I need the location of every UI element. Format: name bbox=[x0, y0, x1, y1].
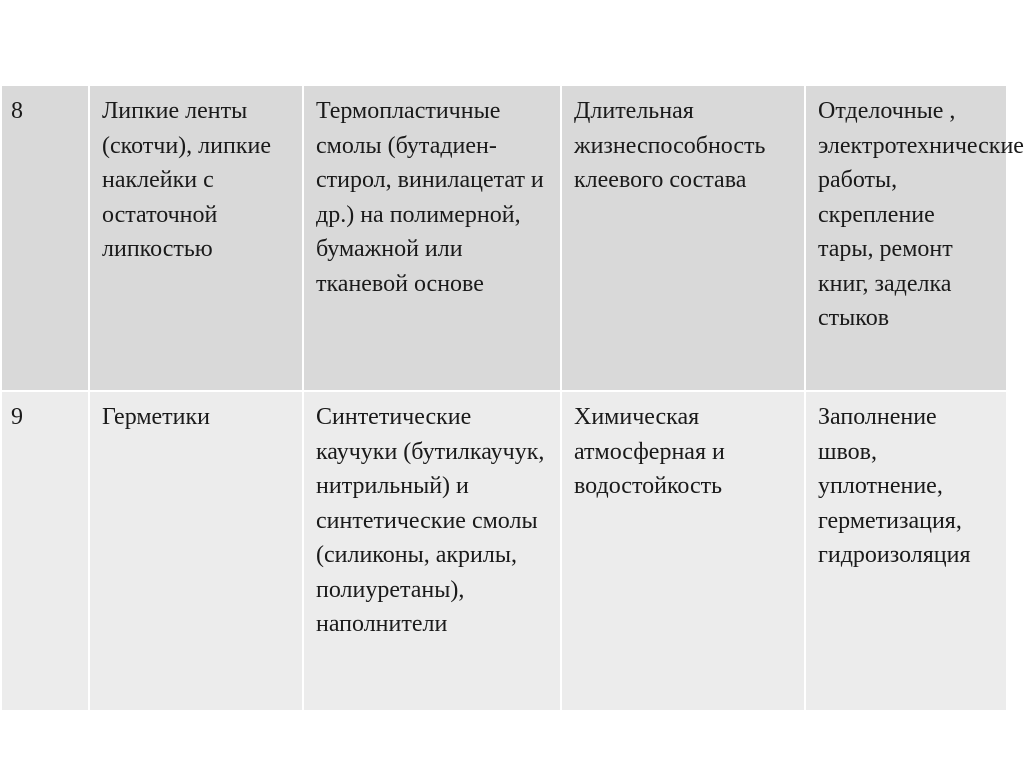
cell-name: Липкие ленты (скотчи), липкие наклейки с остаточной липкостью bbox=[89, 85, 303, 391]
cell-number: 9 bbox=[1, 391, 89, 711]
cell-property: Длительная жизнеспособность клеевого состава bbox=[561, 85, 805, 391]
cell-number: 8 bbox=[1, 85, 89, 391]
cell-base: Термопластичные смолы (бутадиен-стирол, винилацетат и др.) на полимерной, бумажной или тканевой основе bbox=[303, 85, 561, 391]
table-row bbox=[1, 391, 1007, 711]
cell-name: Герметики bbox=[89, 391, 303, 711]
table-row bbox=[1, 85, 1007, 391]
cell-property: Химическая атмосферная и водостойкость bbox=[561, 391, 805, 711]
cell-application: Отделочные , электротехнические работы, скрепление тары, ремонт книг, заделка стыков bbox=[805, 85, 1007, 391]
materials-table bbox=[0, 84, 1024, 712]
cell-application: Заполнение швов, уплотнение, герметизация, гидроизоляция bbox=[805, 391, 1007, 711]
cell-base: Синтетические каучуки (бутилкаучук, нитрильный) и синтетические смолы (силиконы, акрилы, полиуретаны), наполнители bbox=[303, 391, 561, 711]
